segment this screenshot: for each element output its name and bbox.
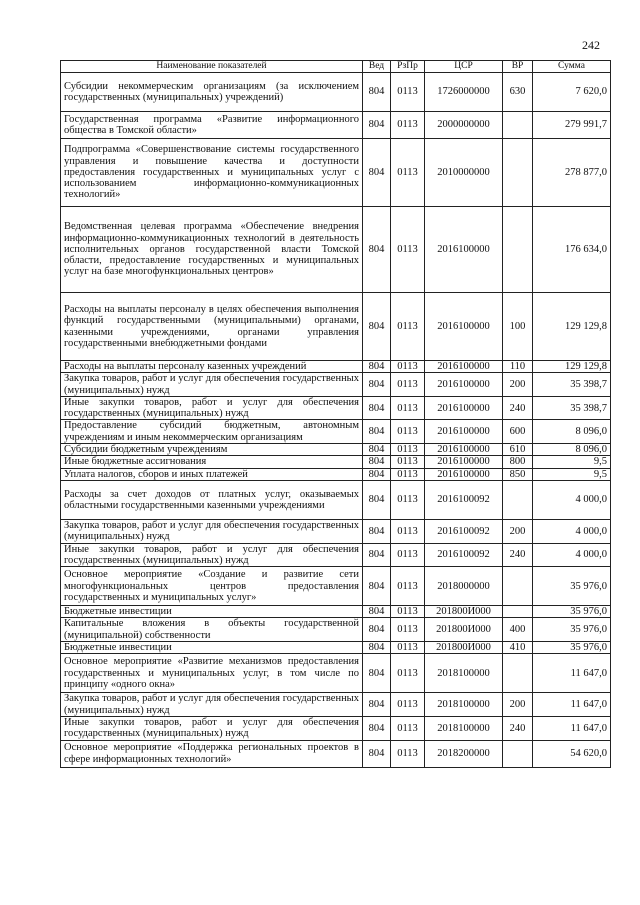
cell-vr: 100 [503,293,533,361]
cell-rzpr: 0113 [391,293,425,361]
cell-rzpr: 0113 [391,693,425,717]
cell-csr: 2016100092 [425,519,503,543]
cell-sum: 35 398,7 [533,373,611,397]
header-ved: Вед [363,61,391,73]
cell-vr: 600 [503,420,533,444]
cell-ved: 804 [363,73,391,112]
cell-csr: 2016100000 [425,373,503,397]
cell-sum: 8 096,0 [533,420,611,444]
cell-ved: 804 [363,693,391,717]
cell-name: Предоставление субсидий бюджетным, автономным учреждениям и иным некоммерческим организациям [61,420,363,444]
cell-ved: 804 [363,654,391,693]
cell-ved: 804 [363,468,391,480]
cell-ved: 804 [363,444,391,456]
cell-sum: 35 976,0 [533,618,611,642]
cell-vr: 800 [503,456,533,468]
table-row [61,373,611,397]
cell-csr: 201800И000 [425,618,503,642]
cell-ved: 804 [363,567,391,606]
cell-sum: 35 976,0 [533,642,611,654]
cell-vr: 240 [503,716,533,740]
cell-sum: 35 976,0 [533,606,611,618]
cell-name: Расходы за счет доходов от платных услуг, оказываемых областными государственными казенными учреждениями [61,480,363,519]
table-row [61,740,611,767]
cell-csr: 2016100000 [425,396,503,420]
cell-name: Закупка товаров, работ и услуг для обеспечения государственных (муниципальных) нужд [61,693,363,717]
cell-ved: 804 [363,293,391,361]
cell-name: Капитальные вложения в объекты государственной (муниципальной) собственности [61,618,363,642]
table-row [61,444,611,456]
table-row [61,606,611,618]
cell-rzpr: 0113 [391,654,425,693]
cell-name: Иные закупки товаров, работ и услуг для обеспечения государственных (муниципальных) нужд [61,716,363,740]
cell-rzpr: 0113 [391,420,425,444]
table-row [61,642,611,654]
table-row [61,618,611,642]
cell-sum: 279 991,7 [533,112,611,139]
cell-vr [503,654,533,693]
table-row [61,567,611,606]
cell-rzpr: 0113 [391,740,425,767]
cell-csr: 2016100000 [425,456,503,468]
cell-csr: 2010000000 [425,139,503,207]
cell-vr [503,139,533,207]
cell-vr [503,480,533,519]
cell-name: Государственная программа «Развитие информационного общества в Томской области» [61,112,363,139]
cell-vr: 200 [503,519,533,543]
cell-csr: 2016100000 [425,420,503,444]
cell-csr: 2018100000 [425,654,503,693]
cell-sum: 176 634,0 [533,207,611,293]
cell-name: Закупка товаров, работ и услуг для обеспечения государственных (муниципальных) нужд [61,519,363,543]
header-name: Наименование показателей [61,61,363,73]
table-row [61,716,611,740]
cell-rzpr: 0113 [391,456,425,468]
cell-sum: 9,5 [533,456,611,468]
cell-csr: 2016100000 [425,207,503,293]
cell-name: Уплата налогов, сборов и иных платежей [61,468,363,480]
cell-vr: 400 [503,618,533,642]
table-body [61,73,611,768]
cell-csr: 2018100000 [425,693,503,717]
table-row [61,480,611,519]
cell-sum: 11 647,0 [533,716,611,740]
cell-ved: 804 [363,740,391,767]
cell-rzpr: 0113 [391,112,425,139]
cell-name: Подпрограмма «Совершенствование системы государственного управления и повышение качества и доступности предоставления государственных и муниципальных услуг с использованием информационно-коммуникационных технологий» [61,139,363,207]
table-row [61,543,611,567]
cell-vr: 850 [503,468,533,480]
cell-name: Расходы на выплаты персоналу казенных учреждений [61,361,363,373]
cell-sum: 278 877,0 [533,139,611,207]
table-row [61,361,611,373]
cell-ved: 804 [363,420,391,444]
header-sum: Сумма [533,61,611,73]
cell-sum: 54 620,0 [533,740,611,767]
cell-rzpr: 0113 [391,361,425,373]
cell-name: Бюджетные инвестиции [61,606,363,618]
cell-ved: 804 [363,519,391,543]
cell-csr: 2016100092 [425,543,503,567]
cell-vr [503,606,533,618]
cell-name: Основное мероприятие «Развитие механизмов предоставления государственных и муниципальных услуг, в том числе по принципу «одного окна» [61,654,363,693]
cell-csr: 2018100000 [425,716,503,740]
cell-name: Бюджетные инвестиции [61,642,363,654]
table-row [61,73,611,112]
cell-name: Расходы на выплаты персоналу в целях обеспечения выполнения функций государственными (муниципальными) органами, казенными учреждениями, органами управления государственными внебюджетными фондами [61,293,363,361]
cell-name: Иные бюджетные ассигнования [61,456,363,468]
cell-rzpr: 0113 [391,468,425,480]
table-row [61,693,611,717]
cell-vr: 410 [503,642,533,654]
cell-rzpr: 0113 [391,207,425,293]
cell-sum: 129 129,8 [533,293,611,361]
cell-vr: 610 [503,444,533,456]
cell-rzpr: 0113 [391,519,425,543]
budget-table [60,60,611,768]
cell-ved: 804 [363,361,391,373]
cell-vr [503,207,533,293]
table-row [61,456,611,468]
cell-csr: 2000000000 [425,112,503,139]
table-row [61,468,611,480]
cell-csr: 2016100000 [425,444,503,456]
cell-vr [503,740,533,767]
cell-sum: 4 000,0 [533,543,611,567]
cell-sum: 7 620,0 [533,73,611,112]
cell-sum: 11 647,0 [533,654,611,693]
cell-rzpr: 0113 [391,642,425,654]
cell-csr: 201800И000 [425,606,503,618]
cell-name: Субсидии бюджетным учреждениям [61,444,363,456]
cell-vr: 110 [503,361,533,373]
cell-csr: 2016100092 [425,480,503,519]
table-row [61,396,611,420]
cell-csr: 201800И000 [425,642,503,654]
cell-ved: 804 [363,618,391,642]
cell-sum: 4 000,0 [533,480,611,519]
cell-name: Субсидии некоммерческим организациям (за исключением государственных (муниципальных) учреждений) [61,73,363,112]
cell-rzpr: 0113 [391,373,425,397]
cell-ved: 804 [363,716,391,740]
cell-name: Закупка товаров, работ и услуг для обеспечения государственных (муниципальных) нужд [61,373,363,397]
cell-name: Иные закупки товаров, работ и услуг для обеспечения государственных (муниципальных) нужд [61,396,363,420]
cell-vr: 200 [503,373,533,397]
cell-ved: 804 [363,373,391,397]
cell-sum: 9,5 [533,468,611,480]
header-csr: ЦСР [425,61,503,73]
cell-ved: 804 [363,139,391,207]
cell-ved: 804 [363,396,391,420]
cell-vr: 240 [503,396,533,420]
cell-rzpr: 0113 [391,567,425,606]
cell-rzpr: 0113 [391,480,425,519]
table-header-row [61,61,611,73]
page-number: 242 [582,38,600,52]
cell-csr: 2018200000 [425,740,503,767]
header-vr: ВР [503,61,533,73]
table-row [61,519,611,543]
cell-name: Основное мероприятие «Создание и развитие сети многофункциональных центров предоставления государственных и муниципальных услуг» [61,567,363,606]
cell-ved: 804 [363,456,391,468]
table-row [61,654,611,693]
cell-name: Ведомственная целевая программа «Обеспечение внедрения информационно-коммуникационных технологий в деятельность исполнительных органов государственной власти Томской области, предоставление государственных и муниципальных услуг на базе многофункциональных центров» [61,207,363,293]
cell-csr: 1726000000 [425,73,503,112]
table-row [61,420,611,444]
table-row [61,293,611,361]
cell-rzpr: 0113 [391,618,425,642]
cell-sum: 35 398,7 [533,396,611,420]
cell-rzpr: 0113 [391,139,425,207]
cell-ved: 804 [363,207,391,293]
cell-rzpr: 0113 [391,606,425,618]
cell-name: Основное мероприятие «Поддержка региональных проектов в сфере информационных технологий» [61,740,363,767]
cell-rzpr: 0113 [391,73,425,112]
cell-sum: 4 000,0 [533,519,611,543]
cell-sum: 129 129,8 [533,361,611,373]
cell-vr: 630 [503,73,533,112]
cell-ved: 804 [363,112,391,139]
cell-vr [503,567,533,606]
table-row [61,207,611,293]
cell-rzpr: 0113 [391,444,425,456]
cell-ved: 804 [363,480,391,519]
table-row [61,139,611,207]
header-rzpr: РзПр [391,61,425,73]
cell-rzpr: 0113 [391,543,425,567]
cell-ved: 804 [363,543,391,567]
cell-csr: 2018000000 [425,567,503,606]
cell-sum: 35 976,0 [533,567,611,606]
cell-csr: 2016100000 [425,293,503,361]
cell-csr: 2016100000 [425,468,503,480]
cell-rzpr: 0113 [391,716,425,740]
cell-sum: 8 096,0 [533,444,611,456]
cell-ved: 804 [363,606,391,618]
table-row [61,112,611,139]
cell-ved: 804 [363,642,391,654]
cell-vr [503,112,533,139]
cell-name: Иные закупки товаров, работ и услуг для обеспечения государственных (муниципальных) нужд [61,543,363,567]
cell-csr: 2016100000 [425,361,503,373]
cell-vr: 240 [503,543,533,567]
cell-vr: 200 [503,693,533,717]
cell-sum: 11 647,0 [533,693,611,717]
cell-rzpr: 0113 [391,396,425,420]
